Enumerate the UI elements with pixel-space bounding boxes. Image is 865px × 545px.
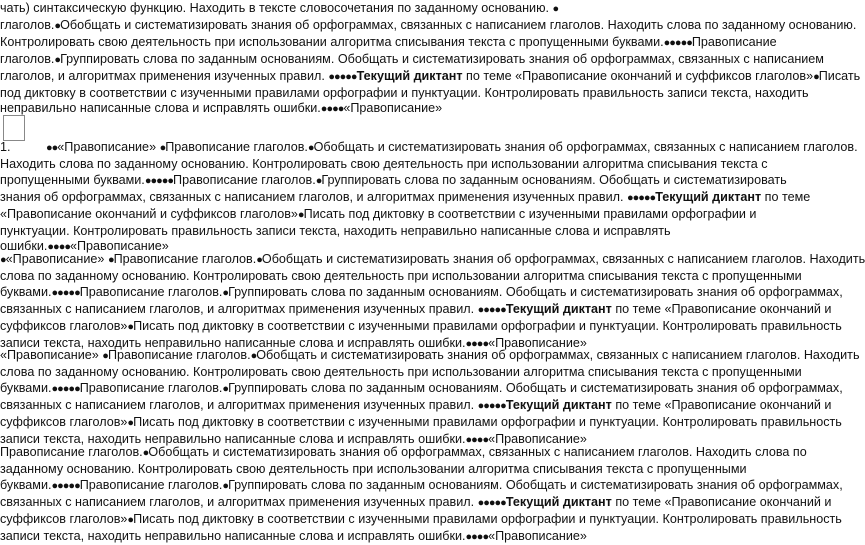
bullet-icon: ● [222, 286, 229, 299]
bullet-icon: ● [552, 3, 559, 15]
bullet-icon: ● [127, 513, 134, 526]
text-line: «Правописание окончаний и суффиксов глаголов»●Писать под диктовку в соответствии с изученными правилами орфографии и [0, 206, 757, 221]
text-line: Правописание глаголов.●Обобщать и систематизировать знания об орфограммах, связанных с написанием глаголов. Находить слова по [0, 445, 807, 459]
text-line: слова по заданному основанию. Контролировать свою деятельность при использовании алгоритма списывания текста с пропущенными [0, 364, 802, 379]
bullet-icon: ● [127, 320, 134, 333]
text-line: заданному основанию. Контролировать свою деятельность при использовании алгоритма списывания текста с пропущенными [0, 461, 747, 476]
text-line: связанных с написанием глаголов, и алгоритмах применения изученных правил. ●●●●●Текущий диктант по теме «Правописание окончаний и [0, 301, 832, 316]
text-line: ●«Правописание» ●Правописание глаголов.●Обобщать и систематизировать знания об орфограммах, связанных с написанием глаголов. Находить [0, 252, 865, 266]
text-block-1 [0, 1, 861, 118]
bullet-icon: ●● [46, 142, 58, 154]
bullet-icon: ●●●●● [663, 36, 692, 49]
bullet-icon: ●●●●● [477, 303, 506, 316]
text-line: под диктовку в соответствии с изученными правилами орфографии и пунктуации. Контролировать правильность записи текста, находить [0, 85, 809, 100]
bullet-icon: ●●●● [320, 103, 344, 116]
text-line: связанных с написанием глаголов, и алгоритмах применения изученных правил. ●●●●●Текущий диктант по теме «Правописание окончаний и [0, 494, 832, 509]
text-line: пропущенными буквами.●●●●●Правописание глаголов.●Группировать слова по заданным основаниям. Обобщать и систематизировать [0, 172, 787, 187]
text-line: записи текста, находить неправильно написанные слова и исправлять ошибки.●●●●«Правописание» [0, 431, 587, 446]
text-line: записи текста, находить неправильно написанные слова и исправлять ошибки.●●●●«Правописание» [0, 335, 587, 350]
text-block-3 [0, 252, 865, 352]
bullet-icon: ●●●●● [51, 286, 80, 299]
bullet-icon: ●●●●● [328, 70, 357, 83]
bullet-icon: ● [102, 350, 108, 362]
text-line: пунктуации. Контролировать правильность записи текста, находить неправильно написанные слова и исправлять [0, 223, 671, 238]
bullet-icon: ●●●●● [477, 399, 506, 412]
text-line: суффиксов глаголов»●Писать под диктовку в соответствии с изученными правилами орфографии и пунктуации. Контролировать правильность [0, 511, 842, 526]
text-line: суффиксов глаголов»●Писать под диктовку в соответствии с изученными правилами орфографии и пунктуации. Контролировать правильность [0, 414, 842, 429]
text-line: буквами.●●●●●Правописание глаголов.●Группировать слова по заданным основаниям. Обобщать и систематизировать знания об орфограммах, [0, 284, 843, 299]
bullet-icon: ●●●● [465, 433, 489, 446]
bullet-icon: ● [54, 53, 61, 66]
bullet-icon: ●●●● [465, 530, 489, 543]
text-line: неправильно написанные слова и исправлять ошибки.●●●●«Правописание» [0, 101, 443, 116]
bullet-icon: ●●●●● [144, 174, 174, 187]
bullet-icon: ● [127, 416, 134, 429]
text-line: буквами.●●●●●Правописание глаголов.●Группировать слова по заданным основаниям. Обобщать и систематизировать знания об орфограммах, [0, 380, 843, 395]
text-line: глаголов, и алгоритмах применения изученных правил. ●●●●●Текущий диктант по теме «Правописание окончаний и суффиксов глаголов»●Писать [0, 68, 861, 83]
bullet-icon: ●●●● [47, 241, 70, 254]
text-line: слова по заданному основанию. Контролировать свою деятельность при использовании алгоритма списывания текста с пропущенными [0, 268, 802, 283]
bullet-icon: ● [315, 174, 322, 187]
bullet-icon: ● [142, 447, 149, 459]
bullet-icon: ● [813, 70, 819, 83]
text-line: ошибки.●●●●«Правописание» [0, 239, 169, 254]
text-block-2 [0, 140, 858, 256]
bullet-icon: ● [297, 208, 304, 221]
text-line: Контролировать свою деятельность при использовании алгоритма списывания текста с пропущенными буквами.●●●●●Правописание [0, 34, 777, 49]
text-line: ●●«Правописание» ●Правописание глаголов.●Обобщать и систематизировать знания об орфограммах, связанных с написанием глаголов. [46, 140, 858, 154]
bullet-icon: ●●●●● [626, 191, 656, 204]
text-line: глаголов.●Группировать слова по заданным основаниям. Обобщать и систематизировать знания об орфограммах, связанных с написанием [0, 51, 824, 66]
text-line: знания об орфограммах, связанных с написанием глаголов, и алгоритмах применения изученных правил. ●●●●●Текущий диктант по теме [0, 189, 811, 204]
bullet-icon: ● [107, 254, 114, 266]
empty-box [3, 115, 25, 141]
bullet-icon: ● [0, 254, 6, 266]
bullet-icon: ● [222, 382, 229, 395]
text-line: связанных с написанием глаголов, и алгоритмах применения изученных правил. ●●●●●Текущий диктант по теме «Правописание окончаний и [0, 397, 832, 412]
text-line: записи текста, находить неправильно написанные слова и исправлять ошибки.●●●●«Правописание» [0, 528, 587, 543]
bullet-icon: ● [222, 479, 229, 492]
bullet-icon: ● [250, 350, 257, 362]
text-line: Находить слова по заданному основанию. Контролировать свою деятельность при использовании алгоритма списывания текста с [0, 156, 768, 171]
bullet-icon: ● [307, 142, 314, 154]
text-line: «Правописание» ●Правописание глаголов.●Обобщать и систематизировать знания об орфограммах, связанных с написанием глаголов. Находить [0, 348, 860, 362]
bullet-icon: ●●●●● [477, 496, 506, 509]
bullet-icon: ● [256, 254, 262, 266]
bullet-icon: ●●●●● [51, 479, 80, 492]
bullet-icon: ●●●●● [51, 382, 80, 395]
text-line: глаголов.●Обобщать и систематизировать знания об орфограммах, связанных с написанием глаголов. Находить слова по заданному основанию. [0, 17, 857, 32]
bullet-icon: ● [54, 19, 61, 32]
text-block-5 [0, 445, 843, 545]
text-line: чать) синтаксическую функцию. Находить в тексте словосочетания по заданному основанию. ● [0, 1, 559, 15]
list-number: 1. [0, 140, 11, 154]
text-line: буквами.●●●●●Правописание глаголов.●Группировать слова по заданным основаниям. Обобщать и систематизировать знания об орфограммах, [0, 477, 843, 492]
bullet-icon: ●●●● [465, 337, 489, 350]
text-line: суффиксов глаголов»●Писать под диктовку в соответствии с изученными правилами орфографии и пунктуации. Контролировать правильность [0, 318, 842, 333]
bullet-icon: ● [159, 142, 166, 154]
text-block-4 [0, 348, 860, 448]
